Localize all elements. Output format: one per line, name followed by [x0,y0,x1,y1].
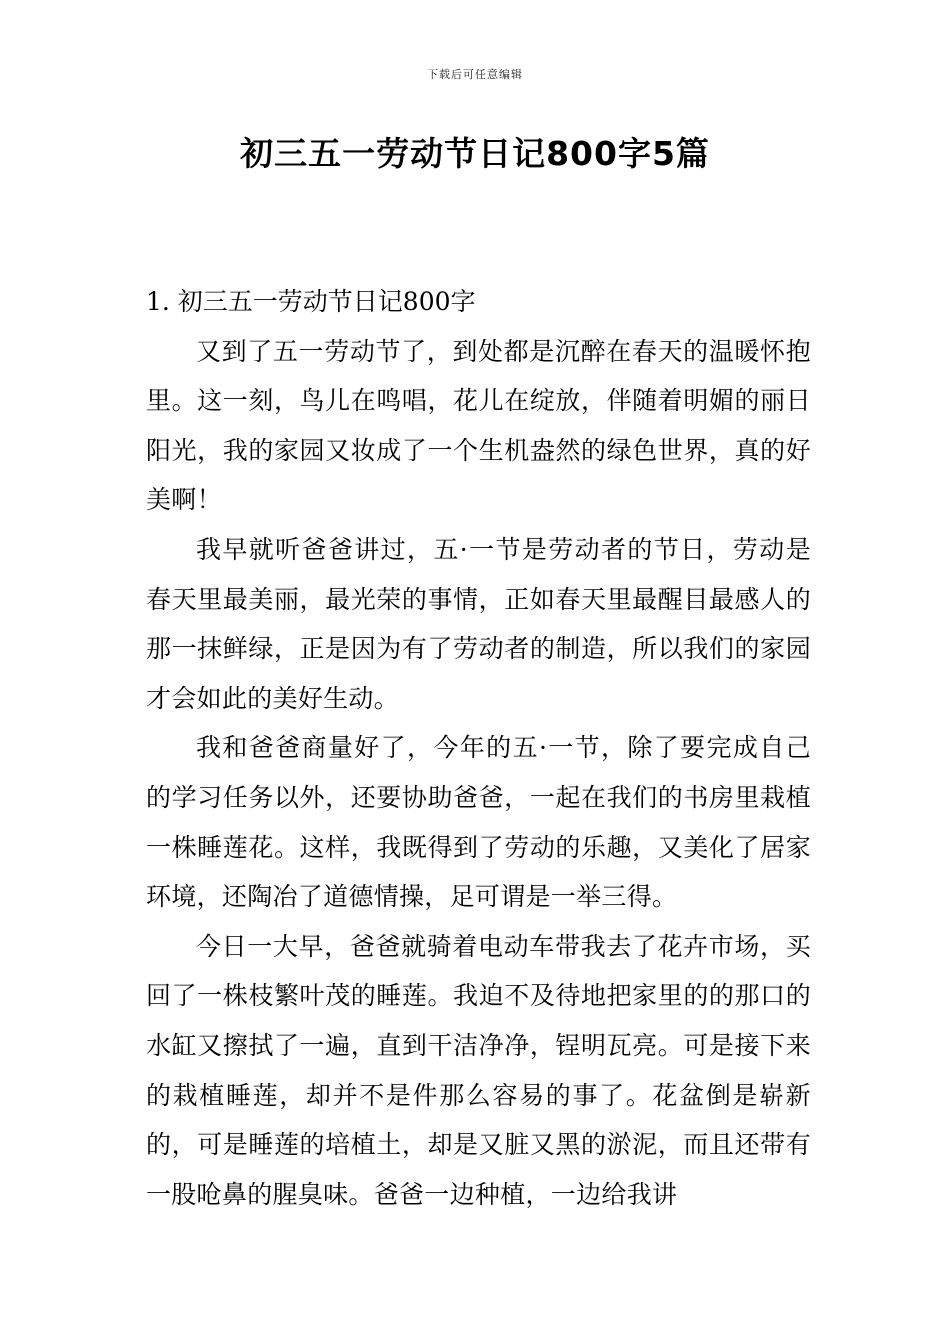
section-heading: 1. 初三五一劳动节日记800字 [146,287,476,316]
paragraph-4: 今日一大早，爸爸就骑着电动车带我去了花卉市场，买回了一株枝繁叶茂的睡莲。我迫不及待地把家里的的那口的水缸又擦拭了一遍，直到干洁净净，锃明瓦亮。可是接下来的栽植睡莲，却并不是件那么容易的事了。花盆倒是崭新的，可是睡莲的培植土，却是又脏又黑的淤泥，而且还带有一股呛鼻的腥臭味。爸爸一边种植，一边给我讲 [146,931,811,1209]
paragraph-3: 我和爸爸商量好了，今年的五·一节，除了要完成自己的学习任务以外，还要协助爸爸，一起在我们的书房里栽植一株睡莲花。这样，我既得到了劳动的乐趣，又美化了居家环境，还陶冶了道德情操，足可谓是一举三得。 [146,733,811,912]
paragraph-2: 我早就听爸爸讲过，五·一节是劳动者的节日，劳动是春天里最美丽，最光荣的事情，正如春天里最醒目最感人的那一抹鲜绿，正是因为有了劳动者的制造，所以我们的家园才会如此的美好生动。 [146,534,811,713]
paragraph-1: 又到了五一劳动节了，到处都是沉醉在春天的温暖怀抱里。这一刻，鸟儿在鸣唱，花儿在绽放，伴随着明媚的丽日阳光，我的家园又妆成了一个生机盎然的绿色世界，真的好美啊！ [146,336,811,515]
document-title: 初三五一劳动节日记800字5篇 [240,134,710,173]
header-note: 下载后可任意编辑 [427,68,523,81]
document-body [146,277,811,1219]
